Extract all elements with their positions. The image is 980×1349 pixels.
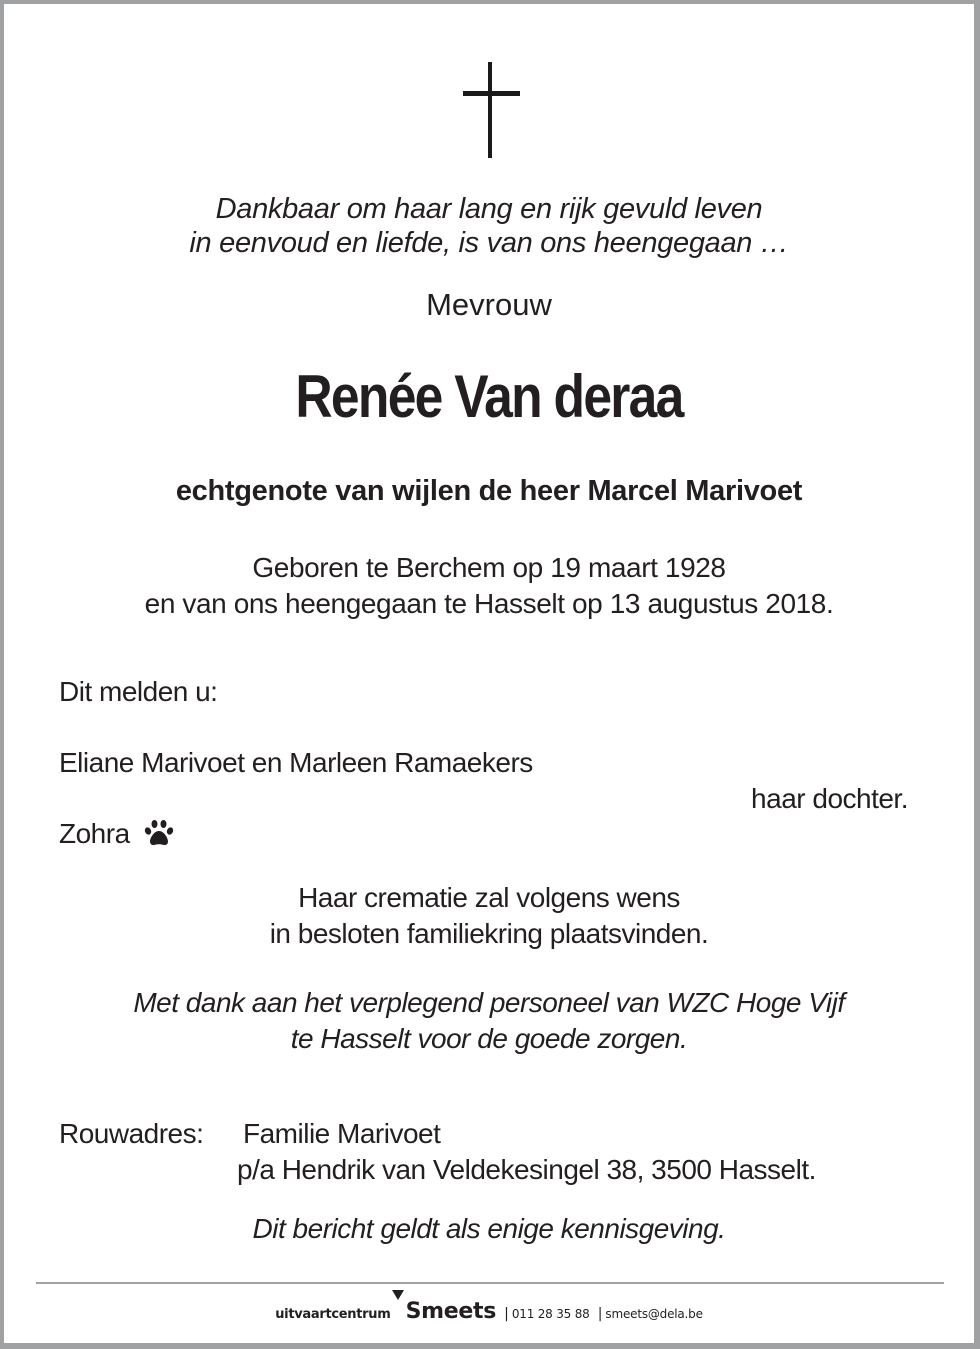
paw-icon [144,819,174,847]
announcer-relation-1: haar dochter. [751,783,908,814]
address-line-1: Familie Marivoet [243,1118,441,1149]
separator: | [504,1306,509,1322]
thanks-line-1: Met dank aan het verplegend personeel van WZC Hoge Vijf [133,987,845,1018]
spouse-line: echtgenote van wijlen de heer Marcel Marivoet [175,475,803,507]
address-line-2: p/a Hendrik van Veldekesingel 38, 3500 Hasselt. [237,1154,816,1185]
announcers-intro: Dit melden u: [59,676,218,707]
announcer-2 [59,816,174,852]
intro-line-2: in eenvoud en liefde, is van ons heengegaan … [189,227,789,259]
email-address: smeets@dela.be [605,1307,703,1321]
brand-prefix: uitvaartcentrum [275,1307,391,1322]
announcer-name-2: Zohra [59,818,130,849]
brand-marker-icon [392,1290,404,1300]
title-prefix: Mevrouw [426,287,552,322]
brand-name: Smeets [405,1299,497,1324]
brand-name-wrap [406,1299,496,1324]
death-line: en van ons heengegaan te Hasselt op 13 augustus 2018. [144,588,834,619]
cremation-text [4,880,974,952]
intro-line-1: Dankbaar om haar lang en rijk gevuld leven [215,193,763,225]
footer-divider [36,1282,944,1284]
intro-text [4,192,974,260]
notice-text: Dit bericht geldt als enige kennisgeving. [252,1213,726,1244]
cremation-line-1: Haar crematie zal volgens wens [298,882,680,913]
announcer-name-1: Eliane Marivoet en Marleen Ramaekers [59,747,533,778]
birth-line: Geboren te Berchem op 19 maart 1928 [252,552,726,583]
address-label: Rouwadres: [59,1118,204,1149]
funeral-home-footer [4,1299,974,1324]
separator: | [597,1306,603,1322]
thanks-line-2: te Hasselt voor de goede zorgen. [290,1023,688,1054]
death-notice-page [4,4,974,1343]
deceased-name: Renée Van deraa [295,363,683,430]
cremation-line-2: in besloten familiekring plaatsvinden. [269,918,709,949]
birth-death-dates [4,550,974,622]
phone-number: 011 28 35 88 [511,1307,590,1321]
thanks-text [4,985,974,1057]
